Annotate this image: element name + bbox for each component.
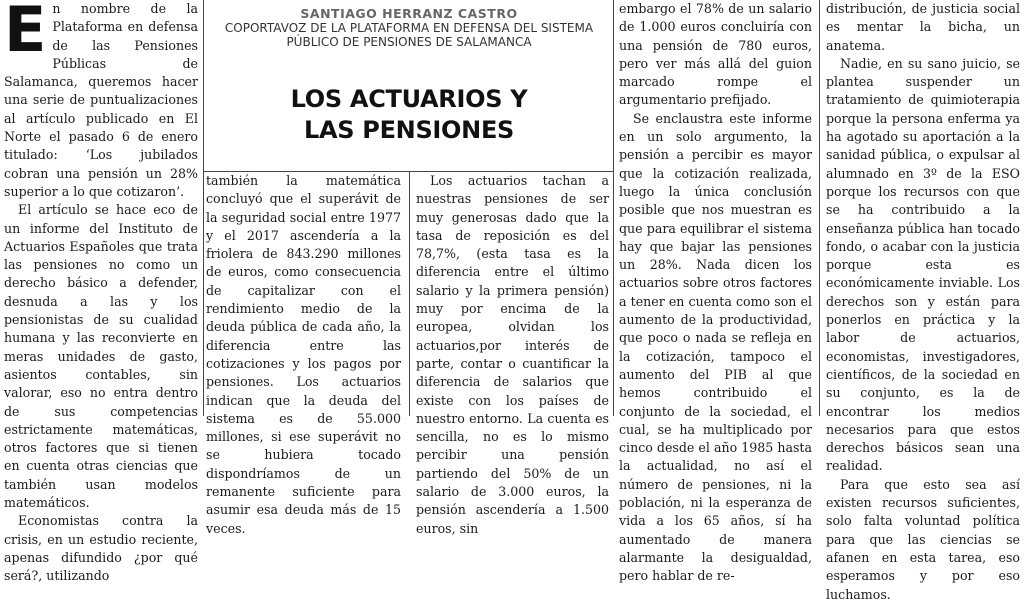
paragraph: El artículo se hace eco de un informe del Instituto de Actuarios Españoles que trata las pensiones no como un derecho básico a defender, desnuda a las y los pensionistas de su cualidad humana y las reconvierte en meras unidades de gasto, asientos contables, sin valorar, eso no entra dentro de sus competencias estrictamente matemáticas, otros factores que si tienen en cuenta otras ciencias que también usan modelos matemáticos. (4, 202, 198, 511)
headline-line: LAS PENSIONES (303, 116, 515, 144)
article-column-1 (4, 0, 198, 584)
author-name: SANTIAGO HERRANZ CASTRO (300, 6, 518, 21)
paragraph: Nadie, en su sano juicio, se plantea suspender un tratamiento de quimioterapia porque la persona enferma ya ha agotado su aportación a la sanidad pública, o expulsar al alumnado en 3º de la ESO porque los recursos con que se ha contribuido a la enseñanza pública han tocado fondo, o acabar con la justicia porque esta es económicamente inviable. Los derechos son y están para ponerlos en práctica y la labor de actuarios, economistas, investigadores, científicos, de la sociedad en su conjunto, es la de encontrar los medios necesarios para que estos derechos básicos sean una realidad. (826, 55, 1020, 474)
column-rule (819, 0, 820, 416)
paragraph: Se enclaustra este informe en un solo argumento, la pensión a percibir es mayor que la cotización realizada, luego la única conclusión posible que nos muestran es que para equilibrar el sistema hay que bajar las pensiones un 28%. Nada dicen los actuarios sobre otros factores a tener en cuenta como son el aumento de la productividad, que poco o nada se refleja en la cotización, tampoco el aumento del PIB al que hemos contribuido el conjunto de la sociedad, el cual, se ha multiplicado por cinco desde el año 1985 hasta la actualidad, no así el número de pensiones, ni la población, ni la esperanza de vida a los 65 años, sí ha aumentado de manera alarmante la desigualdad, pero hablar de re- (619, 110, 812, 584)
paragraph: Para que esto sea así existen recursos suficientes, solo falta voluntad política para que las ciencias se afanen en esta tarea, eso esperamos y por eso luchamos. (826, 476, 1020, 602)
column-rule (409, 172, 410, 416)
paragraph: Economistas contra la crisis, en un estudio reciente, apenas difundido ¿por qué será?, utilizando (4, 513, 198, 584)
drop-cap: E (4, 0, 47, 66)
paragraph: también la matemática concluyó que el superávit de la seguridad social entre 1977 y el 2017 ascendería a la friolera de 843.290 millones de euros, como consecuencia de capitalizar con el rendimiento medio de la deuda pública de cada año, la diferencia entre las cotizaciones y los pagos por pensiones. Los actuarios indican que la deuda del sistema es de 55.000 millones, si ese superávit no se hubiera tocado dispondríamos de un remanente suficiente para asumir esa deuda más de 15 veces. (206, 173, 401, 536)
column-rule (613, 0, 614, 416)
article-column-5 (826, 0, 1020, 602)
author-role: PÚBLICO DE PENSIONES DE SALAMANCA (286, 35, 532, 49)
paragraph: Los actuarios tachan a nuestras pensiones de ser muy generosas dado que la tasa de reposición es del 78,7%, (esta tasa es la diferencia entre el último salario y la primera pensión) muy por encima de la europea, olvidan los actuarios,por interés de parte, contar o cuantificar la diferencia de salarios que existe con los países de nuestro entorno. La cuenta es sencilla, no es lo mismo percibir una pensión partiendo del 50% de un salario de 3.000 euros, la pensión ascendería a 1.500 euros, sin (416, 173, 609, 536)
author-role: COPORTAVOZ DE LA PLATAFORMA EN DEFENSA DEL SISTEMA (224, 21, 594, 35)
article-column-4 (619, 0, 812, 584)
paragraph: distribución, de justicia social es mentar la bicha, un anatema. (826, 1, 1020, 53)
article-column-3 (416, 172, 609, 536)
headline (214, 84, 604, 146)
paragraph: n nombre de la Plataforma en defensa de las Pensiones Públicas de Salamanca, queremos hacer una serie de puntualizaciones al artículo publicado en El Norte el pasado 6 de enero titulado: ‘Los jubilados cobran una pensión un 28% superior a lo que cotizaron’. (4, 1, 198, 199)
paragraph: embargo el 78% de un salario de 1.000 euros concluiría con una pensión de 780 euros, pero ver más allá del guion marcado rompe el argumentario prefijado. (619, 1, 812, 108)
article-column-2 (206, 172, 401, 536)
headline-line: LOS ACTUARIOS Y (290, 85, 528, 113)
column-rule (203, 0, 204, 416)
byline (214, 6, 604, 49)
